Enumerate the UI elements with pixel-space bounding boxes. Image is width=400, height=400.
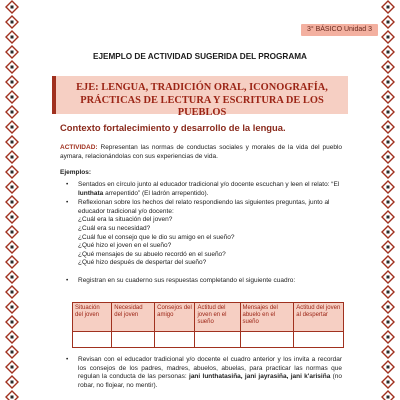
border-center-dot	[11, 171, 14, 174]
bullet-2-text: Reflexionan sobre los hechos del relato respondiendo las siguientes preguntas, junto al educador tradicional y/o docente:	[78, 199, 330, 215]
border-center-dot	[11, 261, 14, 264]
border-center-dot	[387, 291, 390, 294]
border-center-dot	[11, 321, 14, 324]
border-center-dot	[387, 111, 390, 114]
question-2: ¿Cuál era su necesidad?	[78, 224, 151, 232]
border-center-dot	[11, 366, 14, 369]
activity-paragraph	[60, 143, 342, 161]
border-center-dot	[387, 351, 390, 354]
list-item	[66, 277, 342, 286]
border-center-dot	[387, 141, 390, 144]
table-header-cell: Actitud del joven en el sueño	[195, 303, 240, 332]
context-heading: Contexto fortalecimiento y desarrollo de la lengua.	[60, 122, 286, 133]
border-center-dot	[387, 126, 390, 129]
border-center-dot	[11, 96, 14, 99]
table-header-cell: Situación del joven	[73, 303, 112, 332]
border-center-dot	[11, 36, 14, 39]
border-center-dot	[11, 216, 14, 219]
examples-label: Ejemplos:	[60, 169, 92, 176]
border-center-dot	[11, 306, 14, 309]
border-center-dot	[11, 21, 14, 24]
border-center-dot	[387, 246, 390, 249]
eje-heading-box	[52, 76, 348, 118]
examples-list	[66, 181, 342, 286]
activity-text: Representan las normas de conductas sociales y morales de la vida del pueblo aymara, relacionándolas con sus experiencias de vida.	[60, 144, 342, 160]
list-item	[66, 356, 342, 390]
border-center-dot	[387, 321, 390, 324]
table-header-cell: Necesidad del joven	[112, 303, 155, 332]
table-cell	[112, 332, 155, 348]
table-row	[73, 332, 344, 348]
bullet-4-text-a: Revisan con el educador tradicional y/o docente el cuadro anterior y los invita a recordar los consejos de los padres, madres, abuelos, abuelas, para practicar las normas que regulan la conducta de las personas:	[78, 356, 342, 381]
border-center-dot	[11, 81, 14, 84]
table-cell	[195, 332, 240, 348]
border-center-dot	[387, 186, 390, 189]
border-center-dot	[11, 126, 14, 129]
bullet-4-text-b: (no robar, no flojear, no mentir).	[78, 373, 343, 389]
eje-heading-line2: PRÁCTICAS DE LECTURA Y ESCRITURA DE LOS PUEBLOS	[80, 94, 324, 118]
border-center-dot	[387, 366, 390, 369]
border-center-dot	[387, 396, 390, 399]
question-1: ¿Cuál era la situación del joven?	[78, 216, 173, 224]
border-center-dot	[11, 141, 14, 144]
bullet-1-text-a: Sentados en círculo junto al educador tradicional y/o docente escuchan y leen el relato: “El	[78, 181, 340, 188]
table-header-cell: Consejos del amigo	[155, 303, 195, 332]
border-center-dot	[387, 276, 390, 279]
list-item	[66, 199, 342, 216]
table-cell	[155, 332, 195, 348]
border-center-dot	[11, 6, 14, 9]
border-center-dot	[387, 21, 390, 24]
border-center-dot	[387, 381, 390, 384]
grade-unit-badge: 3° BÁSICO Unidad 3	[301, 24, 378, 36]
border-center-dot	[11, 66, 14, 69]
border-center-dot	[11, 276, 14, 279]
table-header-cell: Actitud del joven al despertar	[294, 303, 344, 332]
border-center-dot	[387, 336, 390, 339]
table-cell	[240, 332, 294, 348]
table-header-row	[73, 303, 344, 332]
question-4: ¿Qué hizo el joven en el sueño?	[78, 242, 172, 250]
border-center-dot	[387, 6, 390, 9]
examples-list-continued	[66, 356, 342, 390]
border-center-dot	[387, 306, 390, 309]
question-5: ¿Qué mensajes de su abuelo recordó en el sueño?	[78, 250, 226, 258]
table-header-cell: Mensajes del abuelo en el sueño	[240, 303, 294, 332]
table-cell	[294, 332, 344, 348]
border-center-dot	[387, 36, 390, 39]
border-center-dot	[11, 351, 14, 354]
document-title: EJEMPLO DE ACTIVIDAD SUGERIDA DEL PROGRAMA	[93, 52, 307, 61]
border-center-dot	[387, 81, 390, 84]
border-center-dot	[387, 261, 390, 264]
border-center-dot	[11, 111, 14, 114]
border-center-dot	[387, 231, 390, 234]
border-center-dot	[387, 201, 390, 204]
border-center-dot	[387, 216, 390, 219]
border-center-dot	[11, 201, 14, 204]
bullet-3-text: Registran en su cuaderno sus respuestas completando el siguiente cuadro:	[78, 276, 296, 284]
border-center-dot	[11, 246, 14, 249]
bullet-4-bold: jani lunthatasiña, jani jayrasiña, jani k'arisiña	[189, 373, 331, 381]
border-center-dot	[387, 156, 390, 159]
border-center-dot	[11, 396, 14, 399]
border-center-dot	[11, 186, 14, 189]
border-center-dot	[11, 336, 14, 339]
bullet-1-text-b: arrepentido” (El ladrón arrepentido).	[103, 189, 209, 197]
eje-heading-line1: EJE: LENGUA, TRADICIÓN ORAL, ICONOGRAFÍA,	[76, 82, 328, 93]
border-center-dot	[387, 66, 390, 69]
bullet-1-bold: lunthata	[78, 189, 104, 197]
border-center-dot	[11, 381, 14, 384]
border-center-dot	[11, 156, 14, 159]
activity-label: ACTIVIDAD:	[60, 144, 98, 151]
table-cell	[73, 332, 112, 348]
border-center-dot	[11, 291, 14, 294]
border-center-dot	[387, 171, 390, 174]
question-3: ¿Cuál fue el consejo que le dio su amigo en el sueño?	[78, 233, 235, 241]
question-6: ¿Qué hizo después de despertar del sueño?	[78, 259, 207, 267]
list-item	[66, 181, 342, 198]
border-center-dot	[387, 96, 390, 99]
answers-table	[72, 302, 344, 348]
border-center-dot	[11, 231, 14, 234]
